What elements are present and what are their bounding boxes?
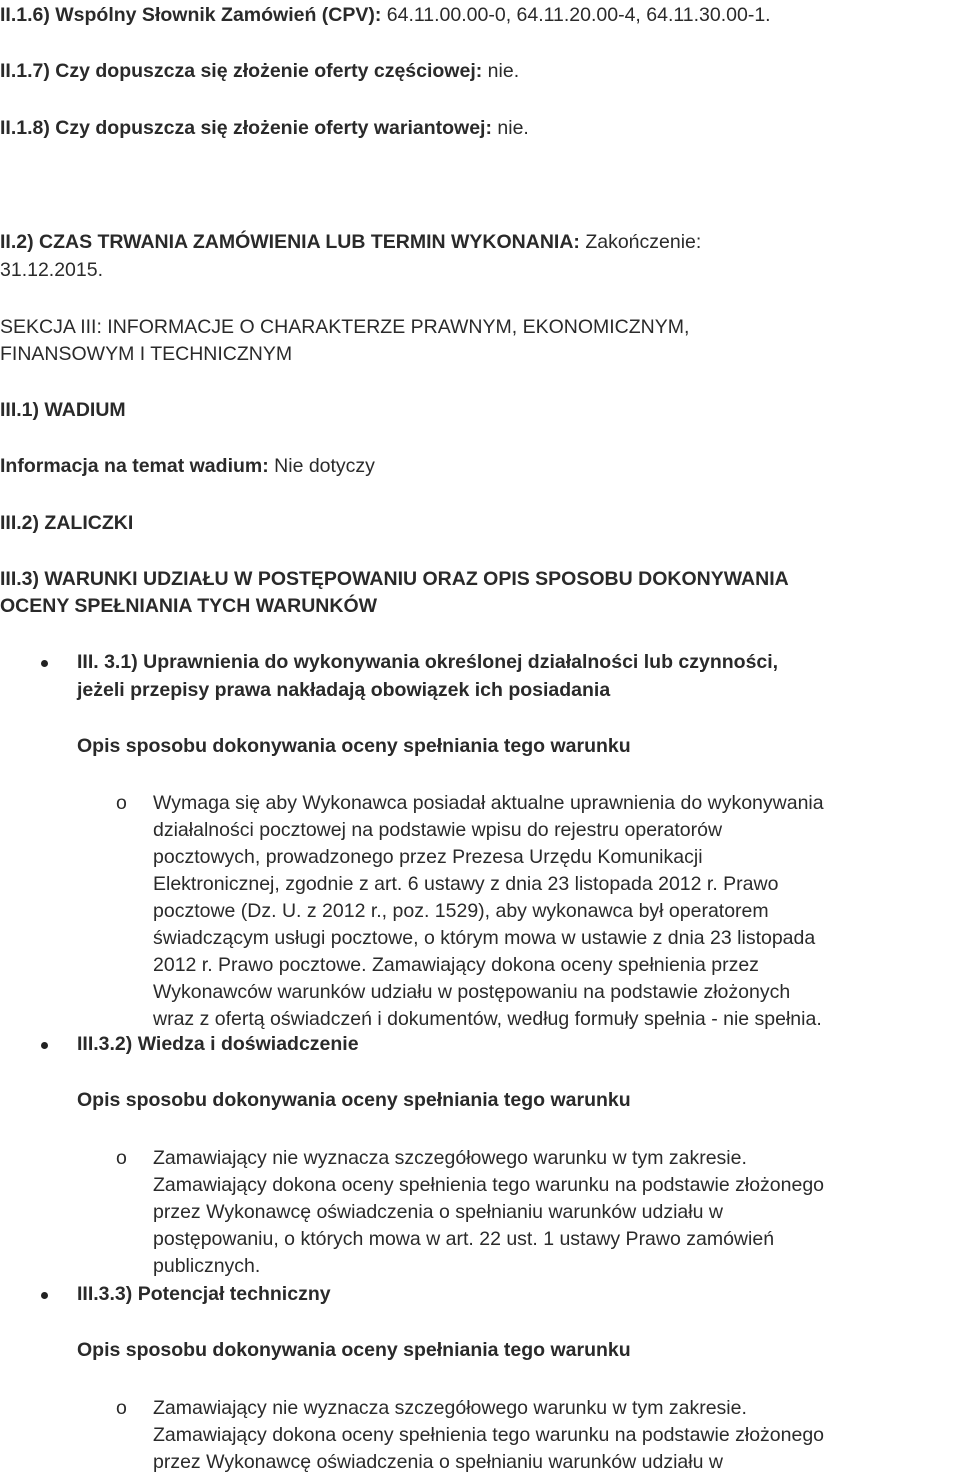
item-3-2-para-line: publicznych. xyxy=(153,1255,261,1277)
item-3-1-opis: Opis sposobu dokonywania oceny spełniania tego warunku xyxy=(77,735,631,757)
cpv-label: II.1.6) Wspólny Słownik Zamówień (CPV): xyxy=(0,4,382,26)
item-3-2-opis: Opis sposobu dokonywania oceny spełniania tego warunku xyxy=(77,1089,631,1111)
section-iii-heading-1: SEKCJA III: INFORMACJE O CHARAKTERZE PRAWNYM, EKONOMICZNYM, xyxy=(0,316,690,338)
duration-label: II.2) CZAS TRWANIA ZAMÓWIENIA LUB TERMIN WYKONANIA: xyxy=(0,231,580,253)
variant-offer-label: II.1.8) Czy dopuszcza się złożenie oferty wariantowej: xyxy=(0,117,492,139)
cpv-value: 64.11.00.00-0, 64.11.20.00-4, 64.11.30.00-1. xyxy=(381,4,771,26)
item-3-1-title-1: III. 3.1) Uprawnienia do wykonywania określonej działalności lub czynności, xyxy=(77,651,779,673)
item-3-1-para-line: Elektronicznej, zgodnie z art. 6 ustawy z dnia 23 listopada 2012 r. Prawo xyxy=(153,873,779,895)
bullet-icon xyxy=(41,1042,48,1049)
duration-date: 31.12.2015. xyxy=(0,259,104,281)
item-3-1-para-line: świadczącym usługi pocztowe, o którym mowa w ustawie z dnia 23 listopada xyxy=(153,927,816,949)
partial-offer-label: II.1.7) Czy dopuszcza się złożenie oferty częściowej: xyxy=(0,60,483,82)
warunki-heading-1: III.3) WARUNKI UDZIAŁU W POSTĘPOWANIU ORAZ OPIS SPOSOBU DOKONYWANIA xyxy=(0,568,789,590)
cpv-line xyxy=(0,2,771,28)
bullet-icon xyxy=(41,660,48,667)
item-3-1-title-2: jeżeli przepisy prawa nakładają obowiązek ich posiadania xyxy=(77,679,611,701)
section-iii-heading-2: FINANSOWYM I TECHNICZNYM xyxy=(0,343,293,365)
variant-offer-line xyxy=(0,115,529,141)
zaliczki-heading: III.2) ZALICZKI xyxy=(0,512,134,534)
item-3-1-para-line: działalności pocztowej na podstawie wpisu do rejestru operatorów xyxy=(153,819,723,841)
item-3-1-para-line: 2012 r. Prawo pocztowe. Zamawiający dokona oceny spełnienia przez xyxy=(153,954,759,976)
wadium-info-line xyxy=(0,453,375,479)
item-3-2-title: III.3.2) Wiedza i doświadczenie xyxy=(77,1033,359,1055)
item-3-2-para-line: Zamawiający dokona oceny spełnienia tego warunku na podstawie złożonego xyxy=(153,1174,825,1196)
wadium-info-label: Informacja na temat wadium: xyxy=(0,455,269,477)
duration-line xyxy=(0,229,701,255)
wadium-info-value: Nie dotyczy xyxy=(268,455,375,477)
item-3-1-para-line: pocztowych, prowadzonego przez Prezesa Urzędu Komunikacji xyxy=(153,846,703,868)
item-3-3-opis: Opis sposobu dokonywania oceny spełniania tego warunku xyxy=(77,1339,631,1361)
item-3-3-para-line: Zamawiający dokona oceny spełnienia tego warunku na podstawie złożonego xyxy=(153,1424,825,1446)
item-3-3-para-line: Zamawiający nie wyznacza szczegółowego warunku w tym zakresie. xyxy=(153,1397,747,1419)
variant-offer-value: nie. xyxy=(491,117,529,139)
item-3-3-title: III.3.3) Potencjał techniczny xyxy=(77,1283,331,1305)
item-3-1-para-line: wraz z ofertą oświadczeń i dokumentów, według formuły spełnia - nie spełnia. xyxy=(153,1008,822,1030)
item-3-3-para-line: przez Wykonawcę oświadczenia o spełnianiu warunków udziału w xyxy=(153,1451,723,1473)
item-3-2-para-line: Zamawiający nie wyznacza szczegółowego warunku w tym zakresie. xyxy=(153,1147,747,1169)
warunki-heading-2: OCENY SPEŁNIANIA TYCH WARUNKÓW xyxy=(0,595,378,617)
item-3-1-para-line: Wymaga się aby Wykonawca posiadał aktualne uprawnienia do wykonywania xyxy=(153,792,824,814)
partial-offer-line xyxy=(0,58,519,84)
item-3-2-para-line: postępowaniu, o których mowa w art. 22 ust. 1 ustawy Prawo zamówień xyxy=(153,1228,775,1250)
bullet-icon xyxy=(41,1292,48,1299)
item-3-1-para-line: pocztowe (Dz. U. z 2012 r., poz. 1529), aby wykonawca był operatorem xyxy=(153,900,769,922)
partial-offer-value: nie. xyxy=(482,60,520,82)
wadium-heading: III.1) WADIUM xyxy=(0,399,126,421)
item-3-1-para-line: Wykonawców warunków udziału w postępowaniu na podstawie złożonych xyxy=(153,981,791,1003)
duration-value: Zakończenie: xyxy=(579,231,702,253)
item-3-2-para-line: przez Wykonawcę oświadczenia o spełnianiu warunków udziału w xyxy=(153,1201,723,1223)
circle-bullet-icon: o xyxy=(116,1147,127,1169)
circle-bullet-icon: o xyxy=(116,792,127,814)
circle-bullet-icon: o xyxy=(116,1397,127,1419)
